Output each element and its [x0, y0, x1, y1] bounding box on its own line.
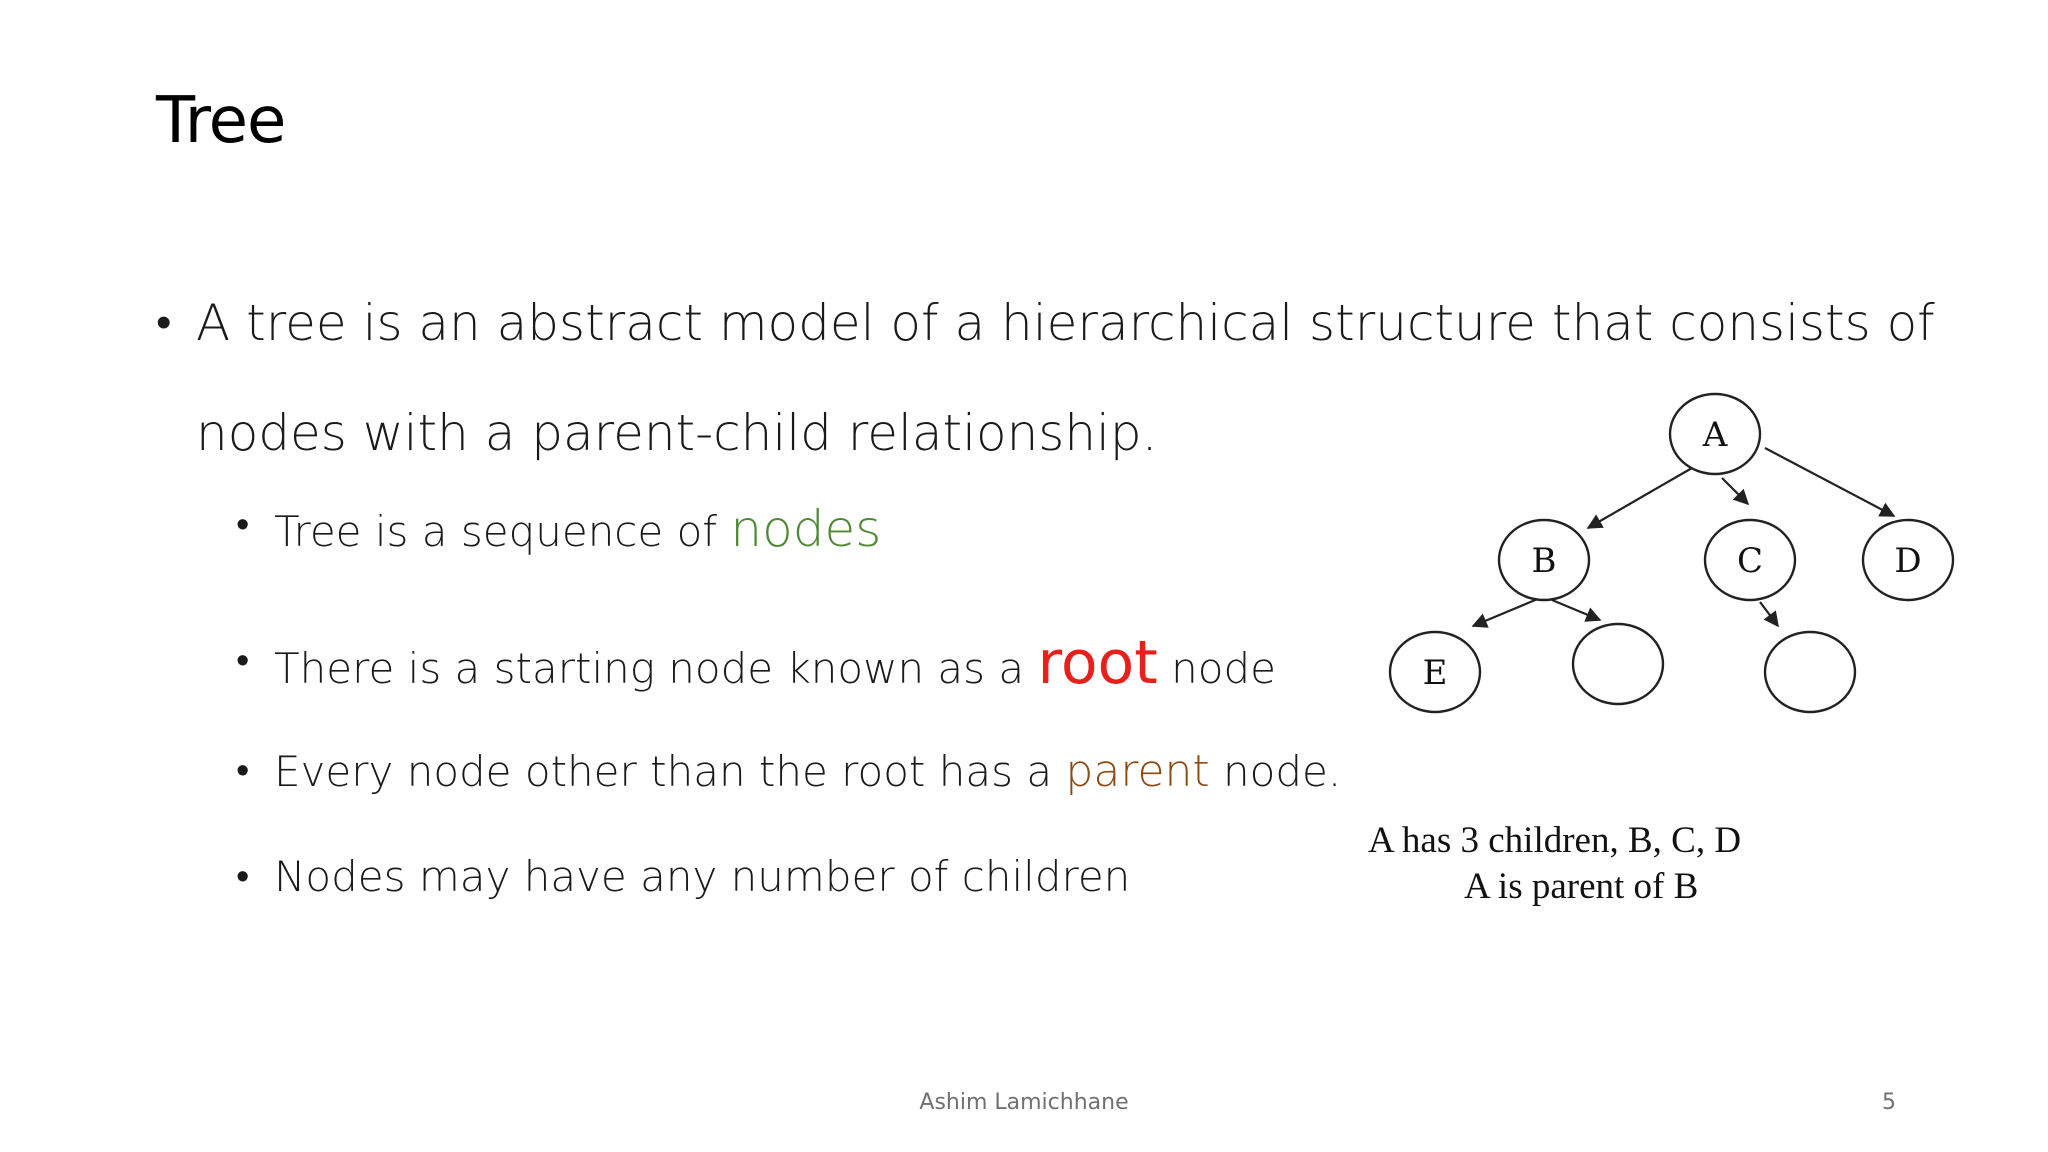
edge-b-e [1473, 598, 1540, 626]
sub-bullet-nodes [236, 500, 881, 558]
tree-node-b-child [1573, 624, 1663, 704]
tree-node-a [1670, 394, 1760, 474]
bullet-dot: • [236, 502, 250, 546]
keyword-parent: parent [1065, 746, 1210, 797]
sub-bullet-parent [236, 746, 1341, 797]
bullet-dot: • [236, 854, 250, 898]
sub-bullet-text: There is a starting node known as a [274, 644, 1038, 693]
main-bullet-text: A tree is an abstract model of a hierarchical structure that consists of nodes with a parent-child relationship. [196, 294, 1935, 462]
slide-title: Tree [156, 84, 286, 158]
sub-bullet-text: Tree is a sequence of [274, 507, 731, 556]
footer-author: Ashim Lamichhane [919, 1090, 1129, 1115]
node-label: B [1531, 541, 1557, 581]
keyword-root: root [1037, 628, 1158, 698]
tree-node-b [1499, 520, 1589, 600]
tree-node-e [1390, 632, 1480, 712]
keyword-nodes: nodes [730, 500, 882, 558]
bullet-dot: • [156, 297, 172, 348]
edge-c-child [1760, 602, 1778, 626]
node-label: C [1736, 541, 1764, 581]
bullet-dot: • [236, 748, 250, 792]
sub-bullet-children [236, 852, 1130, 901]
sub-bullet-text-after: node [1157, 644, 1276, 693]
caption-line-1: A has 3 children, B, C, D [1368, 820, 1742, 861]
edge-a-c [1722, 478, 1748, 504]
caption-line-2: A is parent of B [1464, 866, 1699, 907]
tree-diagram-svg [1370, 380, 1990, 740]
node-label: A [1702, 415, 1728, 455]
sub-bullet-text: Nodes may have any number of children [274, 852, 1131, 901]
edge-a-b [1588, 468, 1692, 528]
sub-bullet-text-after: node. [1209, 747, 1342, 796]
tree-node-c-child [1765, 632, 1855, 712]
edge-b-child [1552, 600, 1600, 620]
tree-node-d [1863, 520, 1953, 600]
node-label: D [1894, 541, 1922, 581]
edge-a-d [1765, 448, 1894, 516]
footer-page-number: 5 [1882, 1090, 1896, 1115]
tree-diagram [1370, 380, 1990, 740]
tree-node-c [1705, 520, 1795, 600]
sub-bullet-text: Every node other than the root has a [274, 747, 1066, 796]
bullet-dot: • [236, 638, 250, 682]
diagram-caption [1368, 818, 1788, 910]
sub-bullet-root [236, 628, 1276, 698]
node-label: E [1422, 653, 1448, 693]
